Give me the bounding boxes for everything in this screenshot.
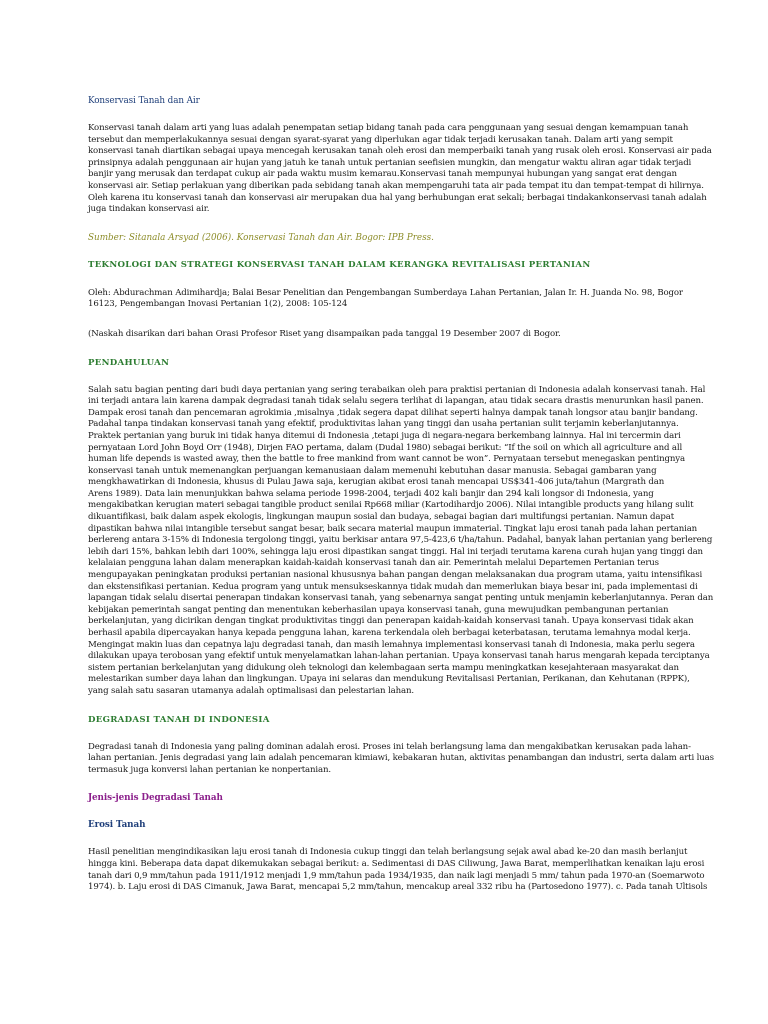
text-line: konservasi tanah untuk memenangkan perjuangan kemanusiaan dalam memenuhi kebutuhan dasar manusia. Sebagai gambaran yang — [88, 465, 657, 476]
text-line: banjir yang merusak dan terdapat cukup air pada waktu musim kemarau.Konservasi tanah mempunyai hubungan yang sangat erat dengan — [88, 169, 677, 180]
text-line: Mengingat makin luas dan cepatnya laju degradasi tanah, dan masih lemahnya implementasi konservasi tanah di Indonesia, maka perlu segera — [88, 639, 695, 650]
text-line: berlereng antara 3-15% di Indonesia tergolong tinggi, yaitu berkisar antara 97,5-423,6 t/ha/tahun. Padahal, banyak lahan pertanian yang berlereng — [88, 535, 713, 546]
text-line: termasuk juga konversi lahan pertanian ke nonpertanian. — [88, 764, 331, 775]
text-line: Hasil penelitian mengindikasikan laju erosi tanah di Indonesia cukup tinggi dan telah berlangsung sejak awal abad ke-20 dan masih berlanjut — [88, 847, 688, 858]
text-line: human life depends is wasted away, then the battle to free mankind from want cannot be won”. Pernyataan tersebut menegaskan pentingnya — [88, 454, 685, 465]
text-line: melestarikan sumber daya lahan dan lingkungan. Upaya ini selaras dan mendukung Revitalisasi Pertanian, Perikanan, dan Kehutanan (RPPK), — [88, 674, 690, 685]
note-line: (Naskah disarikan dari bahan Orasi Profesor Riset yang disampaikan pada tanggal 19 Desember 2007 di Bogor. — [88, 328, 561, 339]
heading-jenis-degradasi: Jenis-jenis Degradasi Tanah — [88, 793, 223, 804]
text-line: pernyataan Lord John Boyd Orr (1948), Dirjen FAO pertama, dalam (Dudal 1980) sebagai berikut: “If the soil on which all agriculture and all — [88, 442, 683, 453]
text-line: Oleh karena itu konservasi tanah dan konservasi air merupakan dua hal yang berhubungan erat sekali; berbagai tindakankonservasi tanah adalah — [88, 192, 707, 203]
heading-erosi-tanah: Erosi Tanah — [88, 820, 146, 831]
text-line: ini terjadi antara lain karena dampak degradasi tanah tidak selalu segera terlihat di lapangan, atau tidak secara drastis menurunkan hasil panen. — [88, 396, 704, 407]
text-line: lapangan tidak selalu disertai penerapan tindakan konservasi tanah, yang sebenarnya sangat penting untuk menjamin keberlanjutannya. Peran dan — [88, 593, 714, 604]
text-line: berkelanjutan, yang dicirikan dengan tingkat produktivitas tinggi dan penerapan kaidah-kaidah konservasi tanah. Upaya konservasi tidak akan — [88, 616, 694, 627]
text-line: yang salah satu sasaran utamanya adalah optimalisasi dan pelestarian lahan. — [88, 685, 414, 696]
doc-title: Konservasi Tanah dan Air — [88, 96, 200, 106]
text-line: juga tindakan konservasi air. — [88, 204, 210, 215]
text-line: dilakukan upaya terobosan yang efektif untuk menyelamatkan lahan-lahan pertanian. Upaya konservasi tanah harus mengarah kepada terciptanya — [88, 651, 710, 662]
text-line: sistem pertanian berkelanjutan yang didukung oleh teknologi dan kelembagaan serta mampu meningkatkan kesejahteraan masyarakat dan — [88, 662, 679, 673]
intro-paragraph — [88, 123, 712, 216]
text-line: Degradasi tanah di Indonesia yang paling dominan adalah erosi. Proses ini telah berlangsung lama dan mengakibatkan kerusakan pada lahan- — [88, 741, 691, 752]
degradasi-paragraph — [88, 741, 714, 777]
text-line: dan ekstensifikasi pertanian. Kedua program yang untuk mensukseskannya tidak mudah dan memerlukan biaya besar ini, pada implementasi di — [88, 581, 698, 592]
text-line: Salah satu bagian penting dari budi daya pertanian yang sering terabaikan oleh para praktisi pertanian di Indonesia adalah konservasi tanah. Hal — [88, 384, 706, 395]
source-citation: Sumber: Sitanala Arsyad (2006). Konservasi Tanah dan Air. Bogor: IPB Press. — [88, 232, 434, 243]
text-line: lahan pertanian. Jenis degradasi yang lain adalah pencemaran kimiawi, kebakaran hutan, aktivitas penambangan dan industri, serta dalam arti luas — [88, 753, 714, 764]
pendahuluan-paragraph — [88, 384, 714, 698]
erosi-paragraph — [88, 847, 708, 893]
text-line: tersebut dan memperlakukannya sesuai dengan syarat-syarat yang diperlukan agar tidak terjadi kerusakan tanah. Dalam arti yang sempit — [88, 134, 673, 145]
author-paragraph — [88, 288, 688, 311]
text-line: mengkhawatirkan di Indonesia, khusus di Pulau Jawa saja, kerugian akibat erosi tanah mencapai US$341-406 juta/tahun (Margrath dan — [88, 477, 665, 488]
text-line: berhasil apabila dipercayakan hanya kepada pengguna lahan, karena terkendala oleh berbagai keterbatasan, terutama lemahnya modal kerja. — [88, 628, 691, 638]
text-line: Konservasi tanah dalam arti yang luas adalah penempatan setiap bidang tanah pada cara penggunaan yang sesuai dengan kemampuan tanah — [88, 123, 689, 133]
heading-teknologi: TEKNOLOGI DAN STRATEGI KONSERVASI TANAH DALAM KERANGKA REVITALISASI PERTANIAN — [88, 259, 591, 270]
text-line: Arens 1989). Data lain menunjukkan bahwa selama periode 1998-2004, terjadi 402 kali banjir dan 294 kali longsor di Indonesia, yang — [88, 488, 654, 499]
text-line: konservasi tanah diartikan sebagai upaya mencegah kerusakan tanah oleh erosi dan memperbaiki tanah yang rusak oleh erosi. Konservasi air pada — [88, 146, 712, 157]
text-line: lebih dari 15%, bahkan lebih dari 100%, sehingga laju erosi dipastikan sangat tinggi. Hal ini terjadi terutama karena curah hujan yang tinggi dan — [88, 546, 703, 557]
text-line: kebijakan pemerintah sangat penting dan menentukan keberhasilan upaya konservasi tanah, guna mewujudkan pembangunan pertanian — [88, 604, 669, 615]
text-line: 1974). b. Laju erosi di DAS Cimanuk, Jawa Barat, mencapai 5,2 mm/tahun, mencakup areal 332 ribu ha (Partosedono 1977). c. Pada tanah Ultisols — [88, 882, 708, 893]
text-line: Dampak erosi tanah dan pencemaran agrokimia ,misalnya ,tidak segera dapat dilihat seperti halnya dampak tanah longsor atau banjir bandang. — [88, 407, 698, 418]
text-line: 16123, Pengembangan Inovasi Pertanian 1(2), 2008: 105-124 — [88, 299, 348, 310]
heading-degradasi: DEGRADASI TANAH DI INDONESIA — [88, 714, 270, 725]
text-line: mengakibatkan kerugian materi sebagai tangible product senilai Rp668 miliar (Kartodihardjo 2006). Nilai intangible products yang hilang sulit — [88, 500, 694, 511]
text-line: Oleh: Abdurachman Adimihardja; Balai Besar Penelitian dan Pengembangan Sumberdaya Lahan Pertanian, Jalan Ir. H. Juanda No. 98, Bogor — [88, 287, 683, 298]
text-line: dipastikan bahwa nilai intangible tersebut sangat besar, baik secara material maupun immaterial. Tingkat laju erosi tanah pada lahan pertanian — [88, 523, 698, 534]
text-line: mengupayakan peningkatan produksi pertanian nasional khususnya bahan pangan dengan melaksanakan dua program utama, yaitu intensifikasi — [88, 570, 703, 581]
text-line: dikuantifikasi, baik dalam aspek ekologis, lingkungan maupun sosial dan budaya, sebagai bagian dari multifungsi pertanian. Namun dapat — [88, 512, 674, 523]
text-line: Padahal tanpa tindakan konservasi tanah yang efektif, produktivitas lahan yang tinggi dan usaha pertanian sulit terjamin keberlanjutannya. — [88, 419, 679, 430]
text-line: hingga kini. Beberapa data dapat dikemukakan sebagai berikut: a. Sedimentasi di DAS Ciliwung, Jawa Barat, memperlihatkan kenaikan laju erosi — [88, 858, 705, 869]
text-line: prinsipnya adalah penggunaan air hujan yang jatuh ke tanah untuk pertanian seefisien mungkin, dan mengatur waktu aliran agar tidak terjadi — [88, 157, 692, 168]
text-line: kelalaian pengguna lahan dalam menerapkan kaidah-kaidah konservasi tanah dan air. Pemerintah melalui Departemen Pertanian terus — [88, 558, 659, 569]
text-line: Praktek pertanian yang buruk ini tidak hanya ditemui di Indonesia ,tetapi juga di negara-negara berkembang lainnya. Hal ini tercermin dari — [88, 430, 681, 441]
text-line: konservasi air. Setiap perlakuan yang diberikan pada sebidang tanah akan mempengaruhi tata air pada tempat itu dan tempat-tempat di hilirnya. — [88, 180, 704, 191]
note-paragraph — [88, 329, 688, 341]
heading-pendahuluan: PENDAHULUAN — [88, 357, 170, 368]
text-line: tanah dari 0,9 mm/tahun pada 1911/1912 menjadi 1,9 mm/tahun pada 1934/1935, dan naik lagi menjadi 5 mm/ tahun pada 1970-an (Soemarwoto — [88, 870, 705, 881]
